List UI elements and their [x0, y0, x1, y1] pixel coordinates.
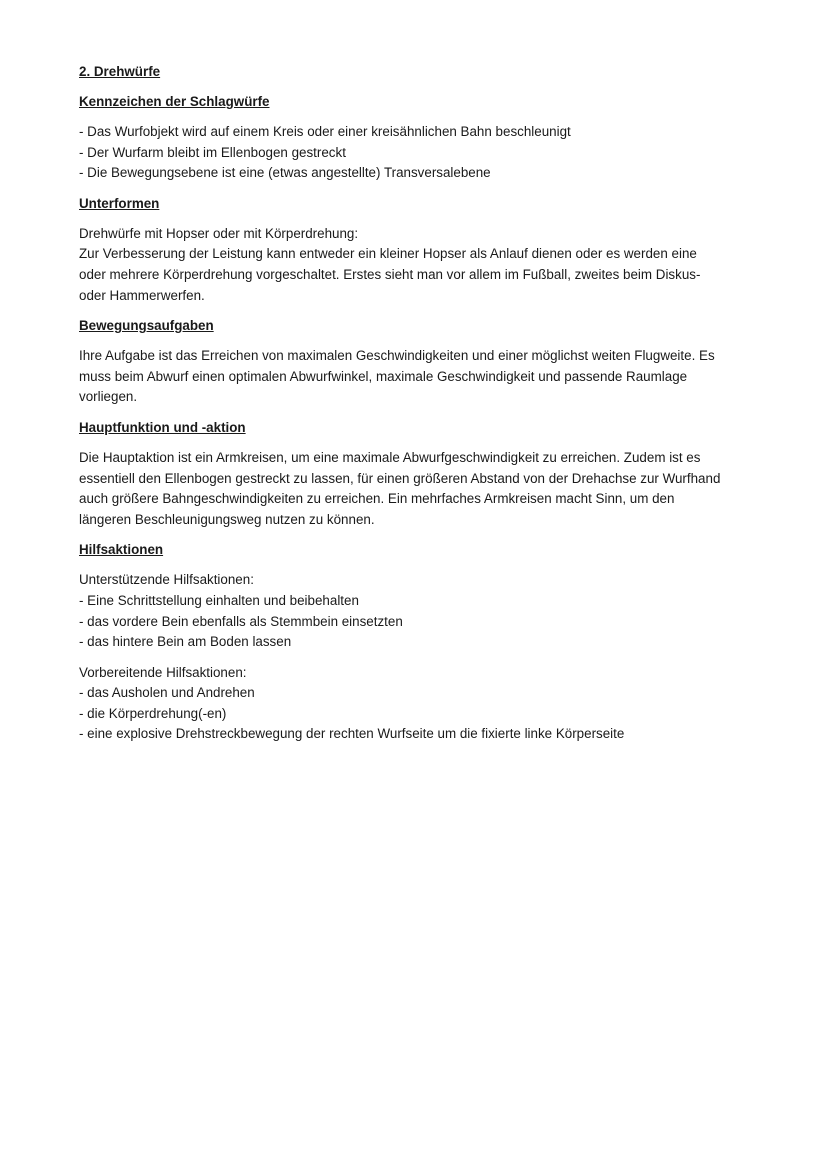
- text-line: oder Hammerwerfen.: [79, 287, 205, 303]
- section: [79, 418, 768, 530]
- text-line: Drehwürfe mit Hopser oder mit Körperdrehung:: [79, 225, 359, 241]
- text-line: längeren Beschleunigungsweg nutzen zu können.: [79, 511, 375, 527]
- text-line: Unterstützende Hilfsaktionen:: [79, 572, 254, 588]
- paragraph: [79, 663, 768, 745]
- text-line: - das hintere Bein am Boden lassen: [79, 634, 292, 650]
- text-line: oder mehrere Körperdrehung vorgeschaltet. Erstes sieht man vor allem im Fußball, zweites beim Diskus-: [79, 266, 701, 282]
- section-heading: Kennzeichen der Schlagwürfe: [79, 94, 270, 109]
- section-heading: Bewegungsaufgaben: [79, 318, 214, 334]
- text-line: essentiell den Ellenbogen gestreckt zu lassen, für einen größeren Abstand von der Drehachse zur Wurfhand: [79, 470, 721, 486]
- text-line: Die Hauptaktion ist ein Armkreisen, um eine maximale Abwurfgeschwindigkeit zu erreichen. Zudem ist es: [79, 449, 701, 465]
- paragraph: [79, 224, 768, 306]
- document-title: 2. Drehwürfe: [79, 64, 161, 79]
- text-line: - das Ausholen und Andrehen: [79, 685, 255, 701]
- text-line: - eine explosive Drehstreckbewegung der rechten Wurfseite um die fixierte linke Körperseite: [79, 726, 625, 742]
- text-line: - Eine Schrittstellung einhalten und beibehalten: [79, 592, 359, 608]
- section: [79, 194, 768, 306]
- text-line: Zur Verbesserung der Leistung kann entweder ein kleiner Hopser als Anlauf dienen oder es werden eine: [79, 246, 697, 262]
- text-line: - Der Wurfarm bleibt im Ellenbogen gestreckt: [79, 144, 346, 160]
- section-heading: Hilfsaktionen: [79, 542, 164, 558]
- text-line: Vorbereitende Hilfsaktionen:: [79, 664, 247, 680]
- text-line: - die Körperdrehung(-en): [79, 705, 227, 721]
- section-heading: Unterformen: [79, 195, 160, 211]
- paragraph: [79, 346, 768, 408]
- section-heading: Hauptfunktion und -aktion: [79, 419, 246, 435]
- paragraph: [79, 570, 768, 652]
- text-line: Ihre Aufgabe ist das Erreichen von maximalen Geschwindigkeiten und einer möglichst weiten Flugweite. Es: [79, 348, 715, 364]
- paragraph: [79, 448, 768, 530]
- text-line: vorliegen.: [79, 389, 138, 405]
- text-line: muss beim Abwurf einen optimalen Abwurfwinkel, maximale Geschwindigkeit und passende Raumlage: [79, 368, 688, 384]
- section: [79, 316, 768, 408]
- text-line: - Das Wurfobjekt wird auf einem Kreis oder einer kreisähnlichen Bahn beschleunigt: [79, 124, 571, 139]
- text-line: - das vordere Bein ebenfalls als Stemmbein einsetzten: [79, 613, 403, 629]
- text-line: auch größere Bahngeschwindigkeiten zu erreichen. Ein mehrfaches Armkreisen macht Sinn, um den: [79, 491, 675, 507]
- section: [79, 540, 768, 745]
- section: [79, 92, 768, 184]
- text-line: - Die Bewegungsebene ist eine (etwas angestellte) Transversalebene: [79, 165, 491, 181]
- paragraph: [79, 122, 768, 184]
- document-body: [79, 92, 768, 745]
